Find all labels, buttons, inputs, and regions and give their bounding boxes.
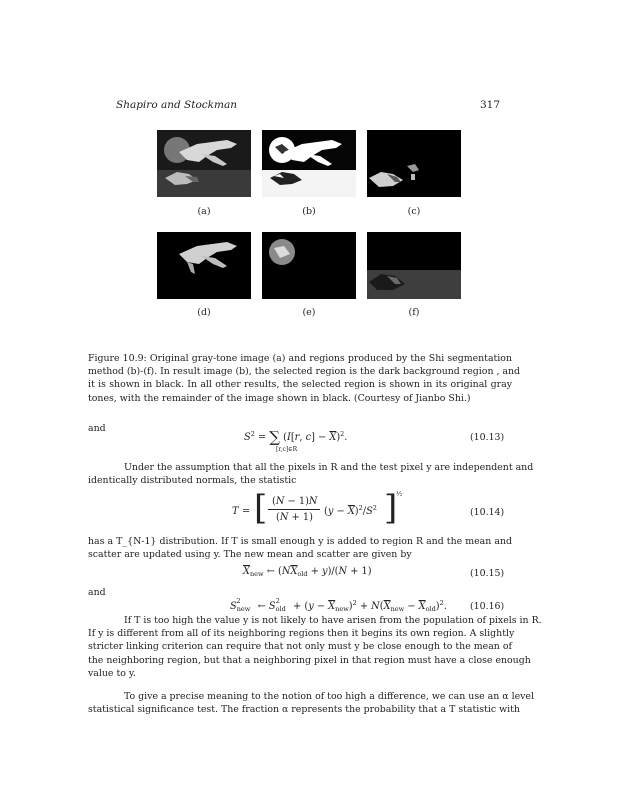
paragraph-precise: [88, 690, 534, 716]
paragraph-tdist: [88, 535, 512, 561]
equation-10-13: $S^2$ = ∑ (I[r, $c] - \overline{X})^2$.: [244, 428, 348, 446]
equation-number-10-13: (10.13): [470, 432, 505, 443]
panel-label-c: (c): [407, 206, 421, 217]
baseball-grayscale-image: [157, 130, 251, 197]
background-region-image: [262, 130, 356, 197]
caption-line: Figure 10.9: Original gray-tone image (a) and regions produced by the Shi segmentation: [88, 353, 512, 364]
region-e-image: [262, 232, 356, 299]
figure-panel-f: [367, 232, 461, 299]
paragraph-line: scatter are updated using y. The new mean and scatter are given by: [88, 549, 412, 561]
equation-10-16: $S_{new}^2$ ← $S_{old}^2 + (y - \overline{X}_{new})^2 + N(\overline{X}_{new} - \overline{X}_{old})^2$.: [230, 597, 447, 613]
running-header-title: Shapiro and Stockman: [116, 99, 238, 111]
figure-panel-e: [262, 232, 356, 299]
panel-label-a: (a): [197, 206, 211, 217]
caption-line: method (b)-(f). In result image (b), the selected region is the dark background region , and: [88, 366, 521, 378]
panel-label-e: (e): [302, 307, 316, 318]
paragraph-assumption: [88, 461, 534, 487]
equation-number-10-16: (10.16): [470, 601, 505, 612]
panel-label-d: (d): [197, 307, 211, 318]
paragraph-line: stricter linking criterion can require that not only must y be close enough to the mean of: [88, 641, 512, 653]
figure-panel-b: [262, 130, 356, 197]
figure-panel-a: [157, 130, 251, 197]
paragraph-line: identically distributed normals, the statistic: [88, 475, 297, 487]
paragraph-line: To give a precise meaning to the notion of too high a difference, we can use an α level: [124, 691, 534, 702]
region-f-image: [367, 232, 461, 299]
figure-panel-d: [157, 232, 251, 299]
caption-line: it is shown in black. In all other results, the selected region is shown in its original gray: [88, 379, 512, 391]
paragraph-toohigh: [88, 614, 542, 680]
paragraph-line: If y is different from all of its neighboring regions then it begins its own region. A slightly: [88, 628, 515, 640]
equation-number-10-15: (10.15): [470, 568, 505, 579]
panel-label-f: (f): [408, 307, 420, 318]
caption-line: tones, with the remainder of the image shown in black. (Courtesy of Jianbo Shi.): [88, 392, 471, 404]
panel-label-b: (b): [302, 206, 316, 217]
equation-10-15: $\overline{X}_{new}$ ← $(N\overline{X}_{old} + y)/(N + 1)$: [243, 566, 372, 578]
region-d-image: [157, 232, 251, 299]
paragraph-line: value to y.: [88, 667, 136, 679]
sum-index: [r,c]∈R: [276, 446, 298, 453]
paragraph-line: statistical significance test. The fraction α represents the probability that a T statistic with: [88, 704, 520, 716]
figure-panel-c: [367, 130, 461, 197]
paragraph-line: has a T_{N-1} distribution. If T is small enough y is added to region R and the mean and: [88, 536, 512, 547]
figure-caption: [88, 352, 521, 405]
paragraph-line: the neighboring region, but that a neighboring pixel in that region must have a close enough: [88, 654, 531, 666]
text-and: and: [88, 587, 106, 598]
paragraph-line: Under the assumption that all the pixels in R and the test pixel y are independent and: [124, 462, 534, 473]
region-c-image: [367, 130, 461, 197]
paragraph-line: If T is too high the value y is not likely to have arisen from the population of pixels in R.: [124, 615, 542, 626]
equation-number-10-14: (10.14): [470, 507, 505, 518]
text-and: and: [88, 423, 106, 434]
page-number: 317: [480, 99, 501, 111]
